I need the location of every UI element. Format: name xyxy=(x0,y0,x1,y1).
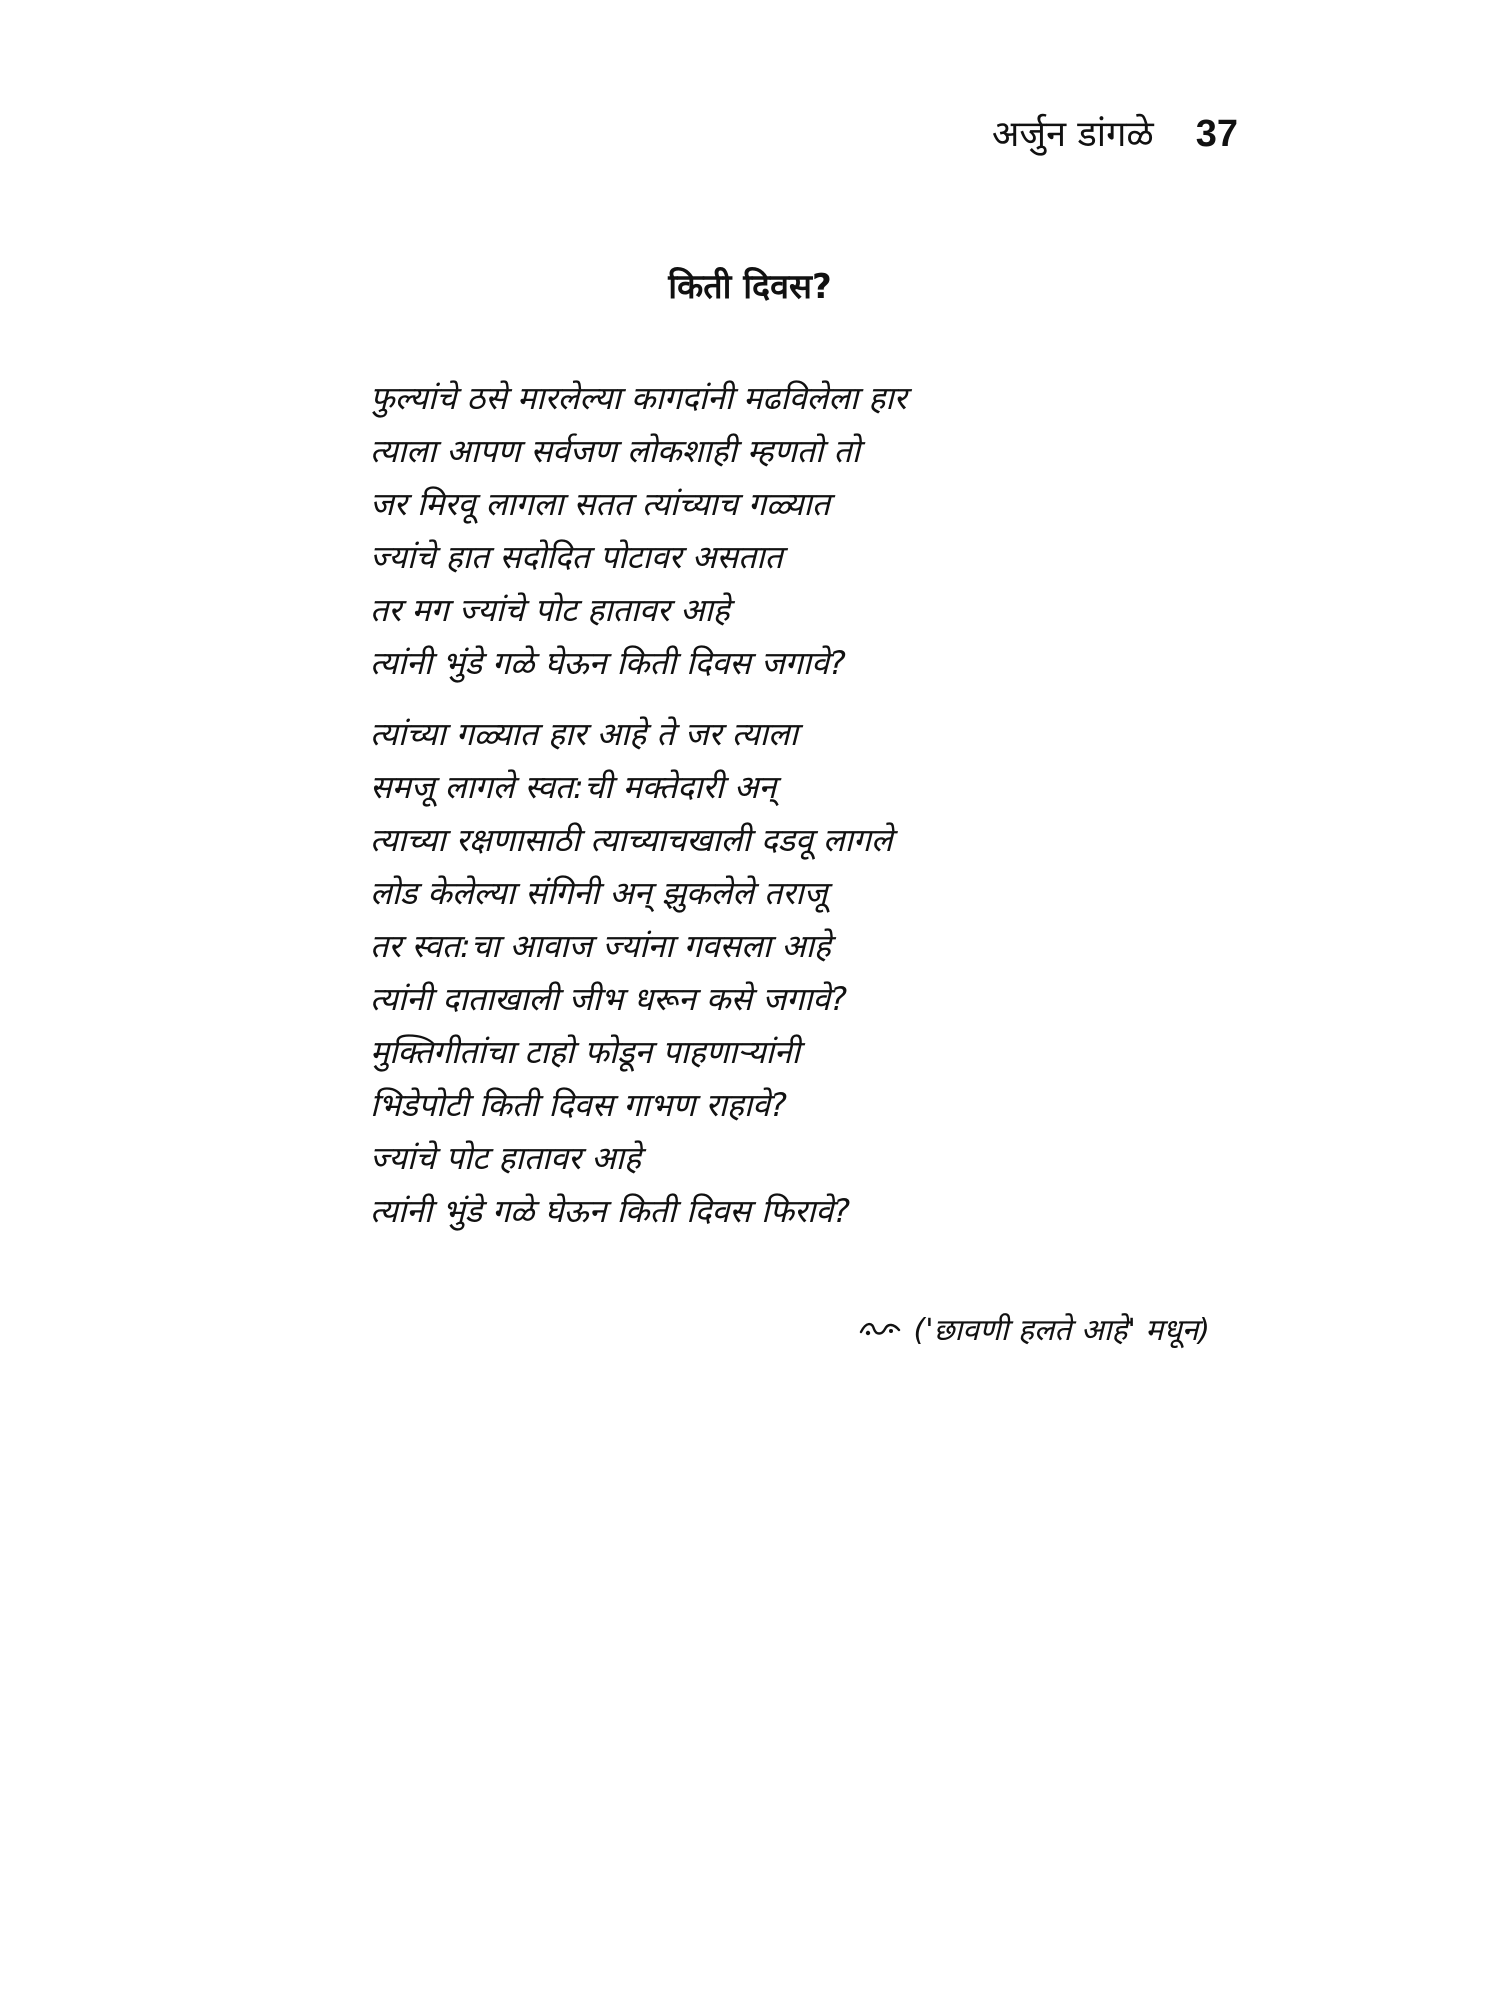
poem-line: जर मिरवू लागला सतत त्यांच्याच गळ्यात xyxy=(370,485,831,523)
author-name: अर्जुन डांगळे xyxy=(991,114,1154,155)
poem-line: त्यांनी दाताखाली जीभ धरून कसे जगावे? xyxy=(370,980,848,1018)
stanza-2 xyxy=(370,708,907,1238)
poem-line: फुल्यांचे ठसे मारलेल्या कागदांनी मढविलेला हार xyxy=(370,379,907,417)
poem-line: ज्यांचे हात सदोदित पोटावर असतात xyxy=(370,538,783,576)
poem-line: तर मग ज्यांचे पोट हातावर आहे xyxy=(370,591,730,629)
stanza-1 xyxy=(370,372,907,690)
poem-line: तर स्वत:चा आवाज ज्यांना गवसला आहे xyxy=(370,927,831,965)
poem-line: त्यांनी भुंडे गळे घेऊन किती दिवस फिरावे? xyxy=(370,1192,851,1230)
poem-line: समजू लागले स्वत:ची मक्तेदारी अन् xyxy=(370,768,777,806)
running-head xyxy=(992,108,1238,157)
poem-line: भिडेपोटी किती दिवस गाभण राहावे? xyxy=(370,1086,787,1124)
poem-line: लोड केलेल्या संगिनी अन् झुकलेले तराजू xyxy=(370,874,828,912)
source-attribution xyxy=(858,1308,1210,1349)
poem-line: त्यांच्या गळ्यात हार आहे ते जर त्याला xyxy=(370,715,798,753)
decorative-flourish-icon xyxy=(858,1318,902,1340)
source-text: ('छावणी हलते आहे' मधून) xyxy=(913,1313,1210,1348)
poem-title: किती दिवस? xyxy=(668,267,832,307)
page-number: 37 xyxy=(1195,113,1238,155)
poem-body xyxy=(370,372,907,1238)
poem-line: मुक्तिगीतांचा टाहो फोडून पाहणाऱ्यांनी xyxy=(370,1033,800,1071)
poem-line: त्यांनी भुंडे गळे घेऊन किती दिवस जगावे? xyxy=(370,644,846,682)
poem-line: त्याच्या रक्षणासाठी त्याच्याचखाली दडवू लागले xyxy=(370,821,893,859)
poem-line: ज्यांचे पोट हातावर आहे xyxy=(370,1139,641,1177)
poem-line: त्याला आपण सर्वजण लोकशाही म्हणतो तो xyxy=(370,432,861,470)
